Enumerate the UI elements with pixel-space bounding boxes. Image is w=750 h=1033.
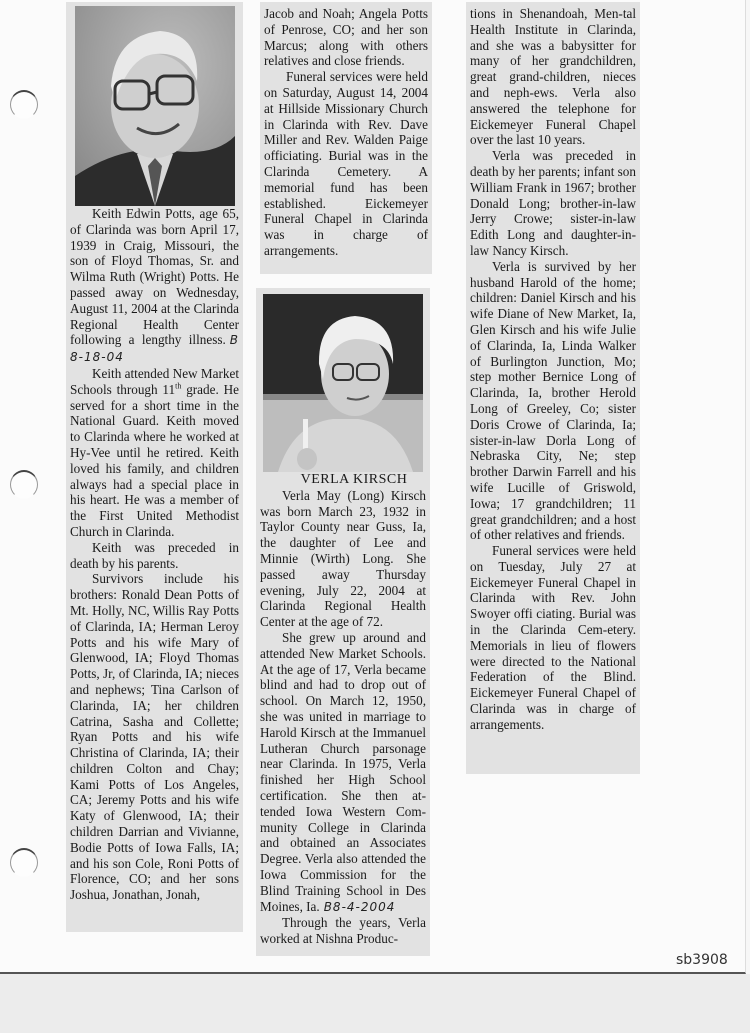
verla-work-continued: tions in Shenandoah, Men-tal Health Institute in Clarinda, and she was a babysitter for many of her grandchildren, great grand-children, nieces and neph-ews. Verla also answered the telephone for Eickemeyer Funeral Chapel over the last 10 years. <box>470 6 636 148</box>
obituary-keith-potts-continued <box>260 2 432 274</box>
binder-hole-icon <box>10 90 38 119</box>
verla-kirsch-photo <box>263 294 423 472</box>
scanner-bed <box>0 974 750 1033</box>
obituary-heading: VERLA KIRSCH <box>300 472 408 487</box>
archive-number: sb3908 <box>676 952 728 968</box>
verla-birth-paragraph: Verla May (Long) Kirsch was born March 23, 1932 in Taylor County near Guss, Ia, the daughter of Lee and Minnie (Wirth) Long. She passed away Thursday evening, July 22, 2004 at Clarinda Regional Health Center at the age of 72. <box>260 487 426 630</box>
handwritten-date: B8-4-2004 <box>323 899 396 914</box>
keith-funeral-paragraph: Funeral services were held on Saturday, August 14, 2004 at Hillside Missionary Church in Clarinda with Rev. Dave Miller and Rev. Walden Paige officiating. Burial was in the Clarinda Cemetery. A memorial fund has been established. Eickemeyer Funeral Chapel in Clarinda was in charge of arrangements. <box>264 69 428 258</box>
obituary-verla-kirsch-continued <box>466 2 640 774</box>
keith-birth-paragraph: Keith Edwin Potts, age 65, of Clarinda was born April 17, 1939 in Craig, Missouri, the son of Floyd Thomas, Sr. and Wilma Ruth (Wright) Potts. He passed away on Wednesday, August 11, 2004 at the Clarinda Regional Health Center following a lengthy illness. B 8-18-04 <box>70 206 239 365</box>
obituary-verla-kirsch-column <box>256 288 430 956</box>
verla-life-paragraph: She grew up around and attended New Market Schools. At the age of 17, Verla became blind and had to drop out of school. On March 12, 1950, she was united in marriage to Harold Kirsch at the Immanuel Lutheran Church parsonage near Clarinda. In 1975, Verla finished her High School certification. She then at-tended Iowa Western Com-munity College in Clarinda and obtained an Associates Degree. Verla also attended the Iowa Commission for the Blind Training School in Des Moines, Ia. B8-4-2004 <box>260 629 426 914</box>
verla-funeral-paragraph: Funeral services were held on Tuesday, July 27 at Eickemeyer Funeral Chapel in Clarinda with Rev. John Swoyer offi ciating. Burial was in the Clarinda Cem-etery. Memorials in lieu of flowers were directed to the National Federation of the Blind. Eickemeyer Funeral Chapel of Clarinda was in charge of arrangements. <box>470 543 636 732</box>
obituary-keith-potts-column <box>66 2 243 932</box>
keith-life-paragraph: Keith attended New Market Schools through 11th grade. He served for a short time in the National Guard. Keith moved to Clarinda where he worked at Hy-Vee until he retired. Keith loved his family, and children always had a special place in his heart. He was a member of the First United Methodist Church in Clarinda. <box>70 365 239 539</box>
verla-survivors-paragraph: Verla is survived by her husband Harold of the home; children: Daniel Kirsch and his wife Diane of New Market, Ia, Glen Kirsch and his wife Julie of Clarinda, Ia, Linda Walker of Burlington Junction, Mo; step mother Bernice Long of Clarinda, Ia, brother Herold Long of Greeley, Co; sister Doris Crowe of Clarinda, Ia; sister-in-law Dorla Long of Nebraska City, Ne; step brother Darwin Farrell and his wife Lucille of Griswold, Iowa; 17 grandchildren; 11 great grandchildren; and a host of other relatives and friends. <box>470 258 636 543</box>
verla-preceded-paragraph: Verla was preceded in death by her parents; infant son William Frank in 1967; brother Donald Long; brother-in-law Jerry Crowe; sister-in-law Edith Long and daughter-in-law Nancy Kirsch. <box>470 148 636 258</box>
keith-potts-photo <box>75 6 235 206</box>
verla-work-paragraph: Through the years, Verla worked at Nishna Produc- <box>260 915 426 947</box>
binder-hole-icon <box>10 848 38 877</box>
keith-survivors-paragraph: Survivors include his brothers: Ronald Dean Potts of Mt. Holly, NC, Willis Ray Potts of Clarinda, IA; Herman Leroy Potts and his wife Mary of Glenwood, IA; Floyd Thomas Potts, Jr, of Clarinda, IA; nieces and nephews; Tina Carlson of Clarinda, IA; her children Catrina, Sasha and Collette; Ryan Potts and his wife Christina of Clarinda, IA; their children Colton and Chay; Kami Potts of Los Angeles, CA; Jeremy Potts and his wife Katy of Glenwood, IA; their children Darrian and Vivianne, Bodie Potts of Iowa Falls, IA; and his son Cole, Roni Potts of Florence, CO; and her sons Joshua, Jonathan, Jonah, <box>70 571 239 903</box>
binder-hole-icon <box>10 470 38 499</box>
keith-preceded-paragraph: Keith was preceded in death by his parents. <box>70 539 239 571</box>
handwritten-date: B 8-18-04 <box>70 333 239 365</box>
keith-survivors-continued: Jacob and Noah; Angela Potts of Penrose, CO; and her son Marcus; along with others relatives and close friends. <box>264 6 428 69</box>
